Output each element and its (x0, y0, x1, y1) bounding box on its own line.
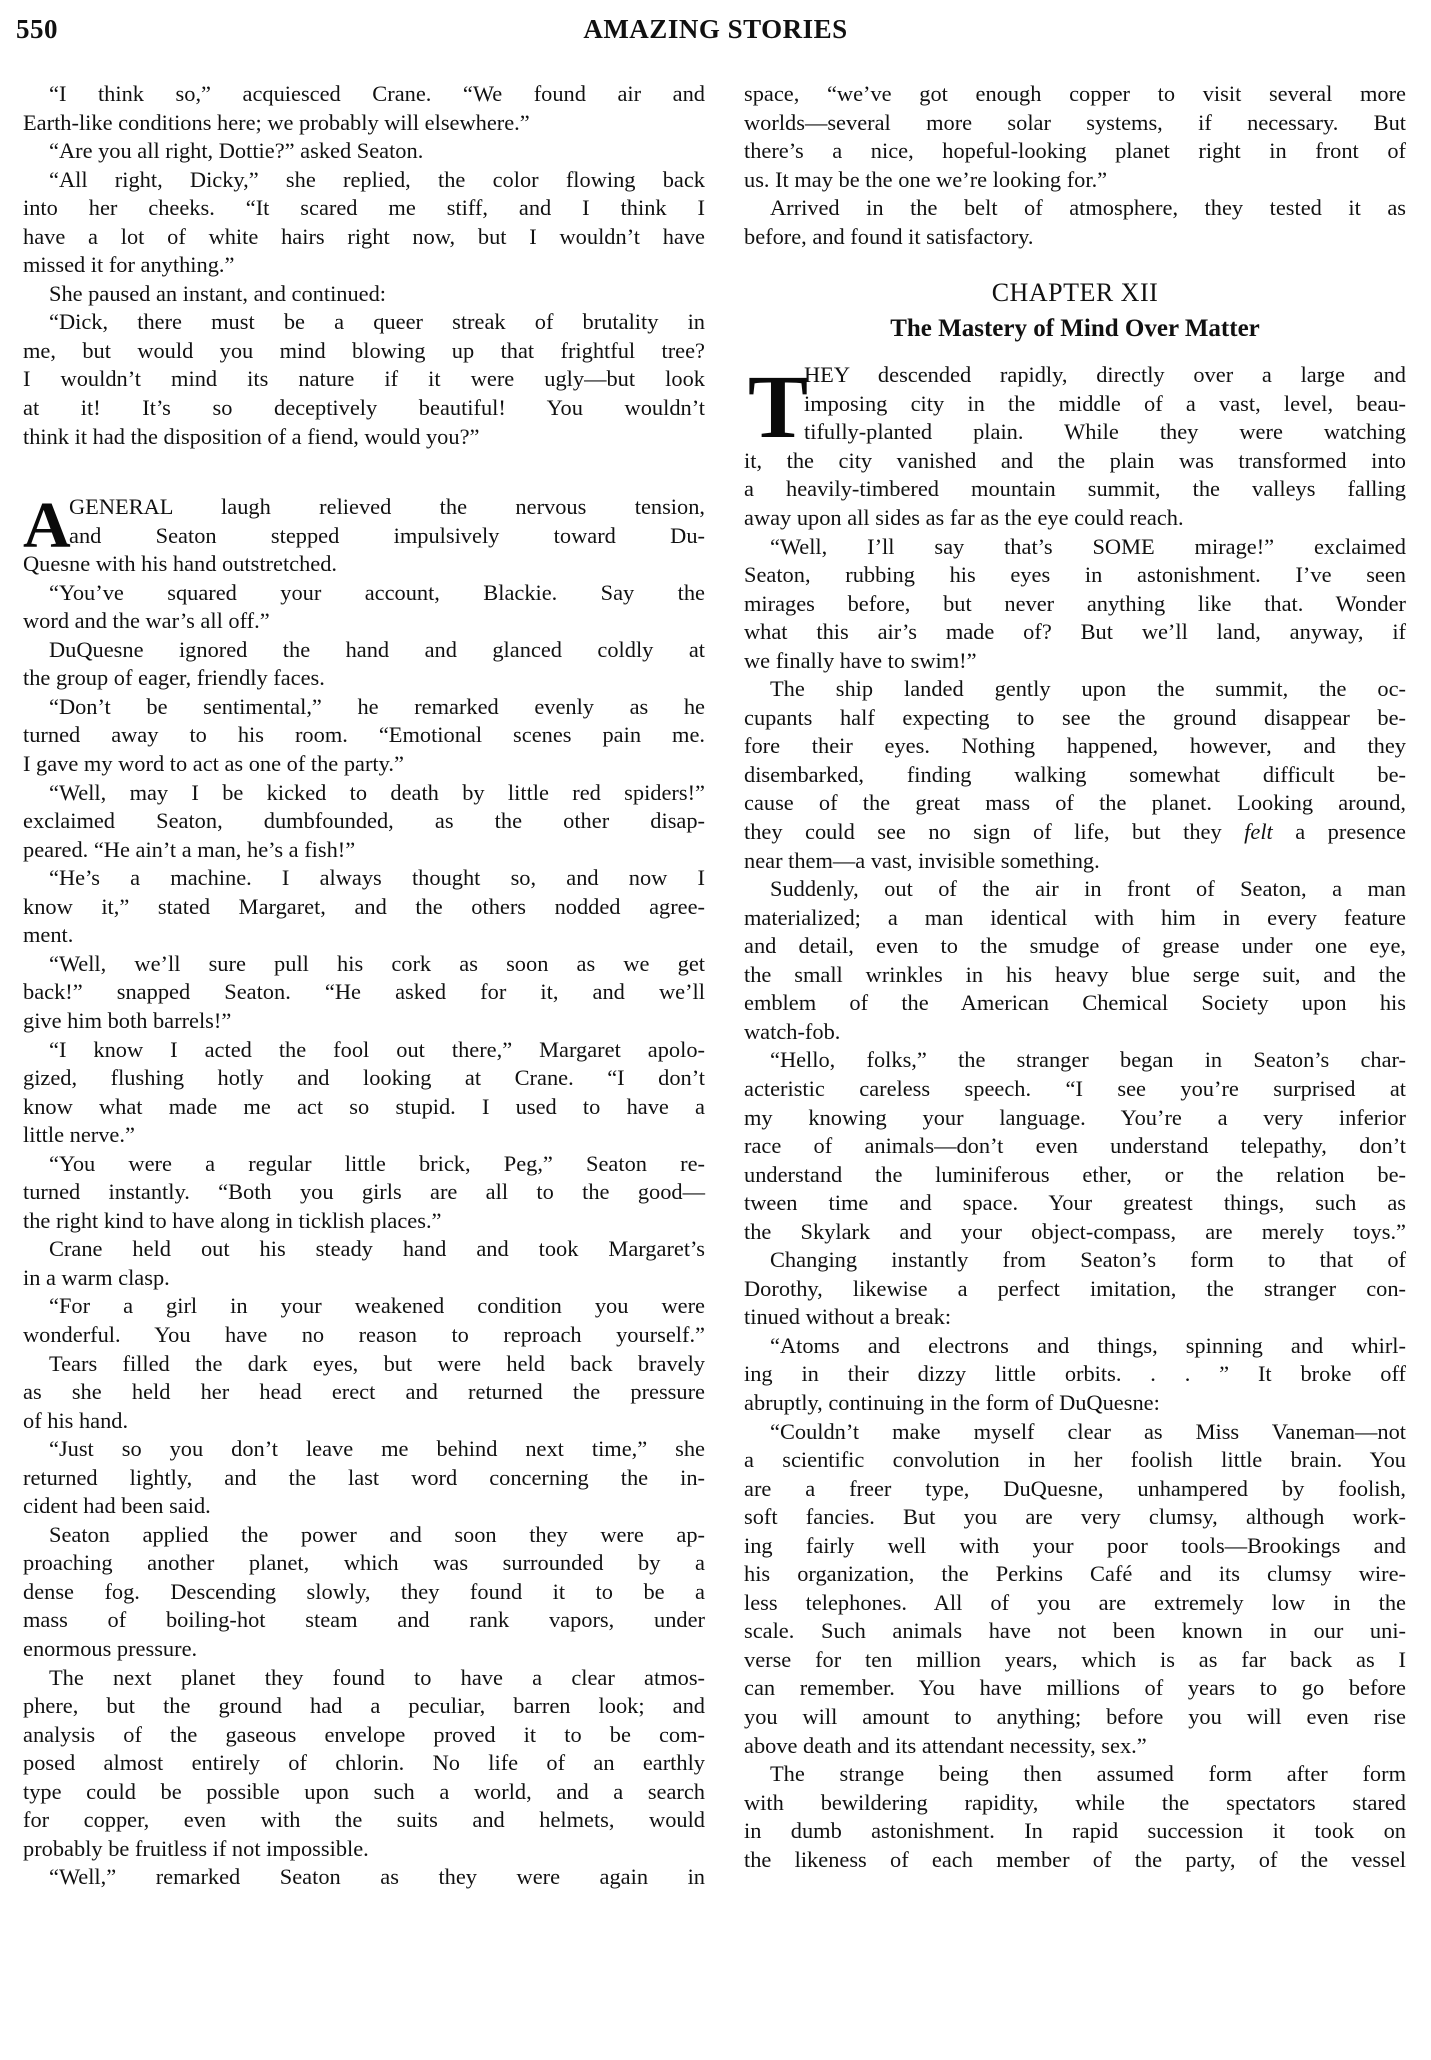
text-line: Earth-like conditions here; we probably will elsewhere.” (23, 109, 530, 135)
text-line: watch-fob. (744, 1018, 841, 1044)
text-line: us. It may be the one we’re looking for.” (744, 166, 1108, 192)
text-line: “Dick, there must be a queer streak of brutality in (49, 309, 705, 335)
text-line: The ship landed gently upon the summit, the oc- (770, 676, 1406, 702)
text-line: turned instantly. “Both you girls are all to the good— (23, 1179, 705, 1205)
page-number: 550 (16, 14, 58, 44)
dropcap-letter: T (748, 358, 809, 458)
text-line: “Couldn’t make myself clear as Miss Vaneman—not (770, 1418, 1406, 1444)
text-line: Dorothy, likewise a perfect imitation, the stranger con- (744, 1275, 1406, 1301)
text-line: with bewildering rapidity, while the spectators stared (744, 1789, 1406, 1815)
text-line: tifully-planted plain. While they were watching (804, 419, 1406, 445)
text-line: phere, but the ground had a peculiar, barren look; and (23, 1693, 705, 1719)
text-line: “All right, Dicky,” she replied, the color flowing back (49, 166, 705, 192)
text-line: disembarked, finding walking somewhat difficult be- (744, 761, 1406, 787)
dropcap-lines (23, 493, 705, 550)
text-line: understand the luminiferous ether, or the relation be- (744, 1161, 1406, 1187)
text-line: peared. “He ain’t a man, he’s a fish!” (23, 836, 356, 862)
text-line: Seaton applied the power and soon they were ap- (49, 1521, 705, 1547)
text-line: can remember. You have millions of years to go before (744, 1675, 1406, 1701)
text-line: emblem of the American Chemical Society upon his (744, 990, 1406, 1016)
text-line: Suddenly, out of the air in front of Seaton, a man (770, 876, 1406, 902)
text-line: near them—a vast, invisible something. (744, 847, 1100, 873)
text-line: worlds—several more solar systems, if necessary. But (744, 109, 1406, 135)
text-line: tween time and space. Your greatest things, such as (744, 1190, 1406, 1216)
text-line: race of animals—don’t even understand telepathy, don’t (744, 1133, 1406, 1159)
text-line: cupants half expecting to see the ground disappear be- (744, 704, 1406, 730)
text-line: ing in their dizzy little orbits. . . ” It broke off (744, 1361, 1406, 1387)
text-line: little nerve.” (23, 1122, 135, 1148)
text-line: of his hand. (23, 1407, 129, 1433)
text-line: abruptly, continuing in the form of DuQuesne: (744, 1389, 1160, 1415)
text-line: give him both barrels!” (23, 1007, 232, 1033)
text-line: turned away to his room. “Emotional scenes pain me. (23, 722, 705, 748)
text-line: away upon all sides as far as the eye could reach. (744, 505, 1184, 531)
text-line: what this air’s made of? But we’ll land, anyway, if (744, 619, 1406, 645)
text-line: “Atoms and electrons and things, spinning and whirl- (770, 1332, 1406, 1358)
text-line: probably be fruitless if not impossible. (23, 1835, 369, 1861)
text-line: less telephones. All of you are extremely low in the (744, 1589, 1406, 1615)
text-line: DuQuesne ignored the hand and glanced coldly at (49, 636, 705, 662)
text-line: a heavily-timbered mountain summit, the valleys falling (744, 476, 1406, 502)
text-line: “You were a regular little brick, Peg,” Seaton re- (49, 1150, 705, 1176)
text-line: “For a girl in your weakened condition you were (49, 1293, 705, 1319)
text-line: in dumb astonishment. In rapid succession it took on (744, 1818, 1406, 1844)
text-line: proaching another planet, which was surrounded by a (23, 1550, 705, 1576)
text-line: we finally have to swim!” (744, 647, 977, 673)
text-line: Tears filled the dark eyes, but were held back bravely (49, 1350, 705, 1376)
text-line: HEY descended rapidly, directly over a large and (804, 362, 1406, 388)
text-line: “I think so,” acquiesced Crane. “We found air and (49, 81, 705, 106)
text-line: and detail, even to the smudge of grease under one eye, (744, 933, 1406, 959)
text-line: think it had the disposition of a fiend, would you?” (23, 423, 480, 449)
text-line: imposing city in the middle of a vast, level, beau- (804, 390, 1406, 416)
text-line: GENERAL laugh relieved the nervous tension, (69, 494, 705, 520)
text-line: mirages before, but never anything like that. Wonder (744, 590, 1406, 616)
text-line: gized, flushing hotly and looking at Crane. “I don’t (23, 1065, 705, 1091)
text-line: enormous pressure. (23, 1635, 198, 1661)
text-line: fore their eyes. Nothing happened, however, and they (744, 733, 1406, 759)
text-line: the Skylark and your object-compass, are merely toys.” (744, 1218, 1406, 1244)
left-block-1 (23, 80, 705, 451)
dropcap-lines (744, 361, 1406, 447)
left-column (23, 80, 705, 1892)
text-line: type could be possible upon such a world, and a search (23, 1778, 705, 1804)
text-line: analysis of the gaseous envelope proved it to be com- (23, 1721, 705, 1747)
text-line: acteristic careless speech. “I see you’re surprised at (744, 1075, 1406, 1101)
text-line: “Well,” remarked Seaton as they were again in (49, 1864, 705, 1890)
text-line: ment. (23, 922, 74, 948)
text-line: soft fancies. But you are very clumsy, although work- (744, 1504, 1406, 1530)
chapter-title: The Mastery of Mind Over Matter (890, 315, 1260, 343)
text-line: Changing instantly from Seaton’s form to that of (770, 1247, 1406, 1273)
text-line: “I know I acted the fool out there,” Margaret apolo- (49, 1036, 705, 1062)
page-header (0, 14, 1431, 54)
text-line: wonderful. You have no reason to reproach yourself.” (23, 1321, 705, 1347)
text-line: as she held her head erect and returned the pressure (23, 1379, 705, 1405)
text-line: a scientific convolution in her foolish little brain. You (744, 1447, 1406, 1473)
text-line: space, “we’ve got enough copper to visit several more (744, 81, 1406, 106)
text-line: returned lightly, and the last word concerning the in- (23, 1464, 705, 1490)
dropcap-letter: A (23, 489, 71, 563)
dropcap-paragraph-t (744, 358, 1406, 458)
text-line: his organization, the Perkins Café and its clumsy wire- (744, 1561, 1406, 1587)
text-line: back!” snapped Seaton. “He asked for it, and we’ll (23, 979, 705, 1005)
text-line: “Well, may I be kicked to death by little red spiders!” (49, 779, 705, 805)
text-line: the group of eager, friendly faces. (23, 665, 325, 691)
spacer (744, 251, 1406, 275)
text-line: are a freer type, DuQuesne, unhampered by foolish, (744, 1475, 1406, 1501)
text-line: “He’s a machine. I always thought so, and now I (49, 865, 705, 891)
text-line: the right kind to have along in ticklish places.” (23, 1207, 442, 1233)
text-line: know what made me act so stupid. I used to have a (23, 1093, 705, 1119)
text-line: cause of the great mass of the planet. Looking around, (744, 790, 1406, 816)
section-break (23, 451, 705, 493)
right-block-1 (744, 80, 1406, 251)
text-line: there’s a nice, hopeful-looking planet right in front of (744, 138, 1406, 164)
text-line: scale. Such animals have not been known in our uni- (744, 1618, 1406, 1644)
text-line: it, the city vanished and the plain was transformed into (744, 447, 1406, 473)
text-line: Seaton, rubbing his eyes in astonishment. I’ve seen (744, 562, 1406, 588)
text-line: “Are you all right, Dottie?” asked Seaton. (49, 138, 424, 164)
text-line: Arrived in the belt of atmosphere, they tested it as (770, 195, 1406, 221)
text-line: “Hello, folks,” the stranger began in Seaton’s char- (770, 1047, 1406, 1073)
text-line: know it,” stated Margaret, and the others nodded agree- (23, 893, 705, 919)
text-line: The strange being then assumed form after form (770, 1761, 1406, 1787)
text-line: posed almost entirely of chlorin. No life of an earthly (23, 1750, 705, 1776)
right-column (744, 80, 1406, 1874)
text-line: Quesne with his hand outstretched. (23, 551, 338, 577)
text-line: me, but would you mind blowing up that frightful tree? (23, 337, 705, 363)
running-title: AMAZING STORIES (583, 14, 848, 44)
text-line: in a warm clasp. (23, 1264, 170, 1290)
text-line: She paused an instant, and continued: (49, 280, 387, 306)
right-block-2 (744, 447, 1406, 1874)
text-line: have a lot of white hairs right now, but I wouldn’t have (23, 223, 705, 249)
text-line: the small wrinkles in his heavy blue serge suit, and the (744, 961, 1406, 987)
text-line: above death and its attendant necessity, sex.” (744, 1732, 1147, 1758)
text-line: Crane held out his steady hand and took Margaret’s (49, 1236, 705, 1262)
text-line: word and the war’s all off.” (23, 608, 270, 634)
text-line: and Seaton stepped impulsively toward Du- (69, 522, 705, 548)
text-line: exclaimed Seaton, dumbfounded, as the other disap- (23, 808, 705, 834)
text-line: you will amount to anything; before you will even rise (744, 1703, 1406, 1729)
dropcap-paragraph-a (23, 489, 705, 563)
text-line: cident had been said. (23, 1493, 211, 1519)
text-line: for copper, even with the suits and helmets, would (23, 1807, 705, 1833)
text-line: “You’ve squared your account, Blackie. Say the (49, 579, 705, 605)
left-block-2 (23, 550, 705, 1892)
text-line: at it! It’s so deceptively beautiful! You wouldn’t (23, 395, 705, 421)
text-line: “Don’t be sentimental,” he remarked evenly as he (49, 693, 705, 719)
spacer (744, 347, 1406, 361)
text-line: I gave my word to act as one of the party.” (23, 751, 404, 777)
text-line: ing fairly well with your poor tools—Brookings and (744, 1532, 1406, 1558)
text-line: dense fog. Descending slowly, they found it to be a (23, 1578, 705, 1604)
text-line: verse for ten million years, which is as far back as I (744, 1646, 1406, 1672)
text-line: tinued without a break: (744, 1304, 952, 1330)
text-line: I wouldn’t mind its nature if it were ugly—but look (23, 366, 705, 392)
text-line: the likeness of each member of the party, of the vessel (744, 1846, 1406, 1872)
text-line: materialized; a man identical with him in every feature (744, 904, 1406, 930)
text-line: they could see no sign of life, but they felt a presence (744, 819, 1406, 845)
text-line: into her cheeks. “It scared me stiff, and I think I (23, 195, 705, 221)
text-line: The next planet they found to have a clear atmos- (49, 1664, 705, 1690)
text-line: missed it for anything.” (23, 252, 235, 278)
chapter-number: CHAPTER XII (991, 278, 1159, 308)
text-line: “Just so you don’t leave me behind next time,” she (49, 1436, 705, 1462)
text-line: mass of boiling-hot steam and rank vapors, under (23, 1607, 705, 1633)
text-line: before, and found it satisfactory. (744, 223, 1034, 249)
text-line: “Well, I’ll say that’s SOME mirage!” exclaimed (770, 533, 1406, 559)
text-line: “Well, we’ll sure pull his cork as soon as we get (49, 950, 705, 976)
text-line: my knowing your language. You’re a very inferior (744, 1104, 1406, 1130)
